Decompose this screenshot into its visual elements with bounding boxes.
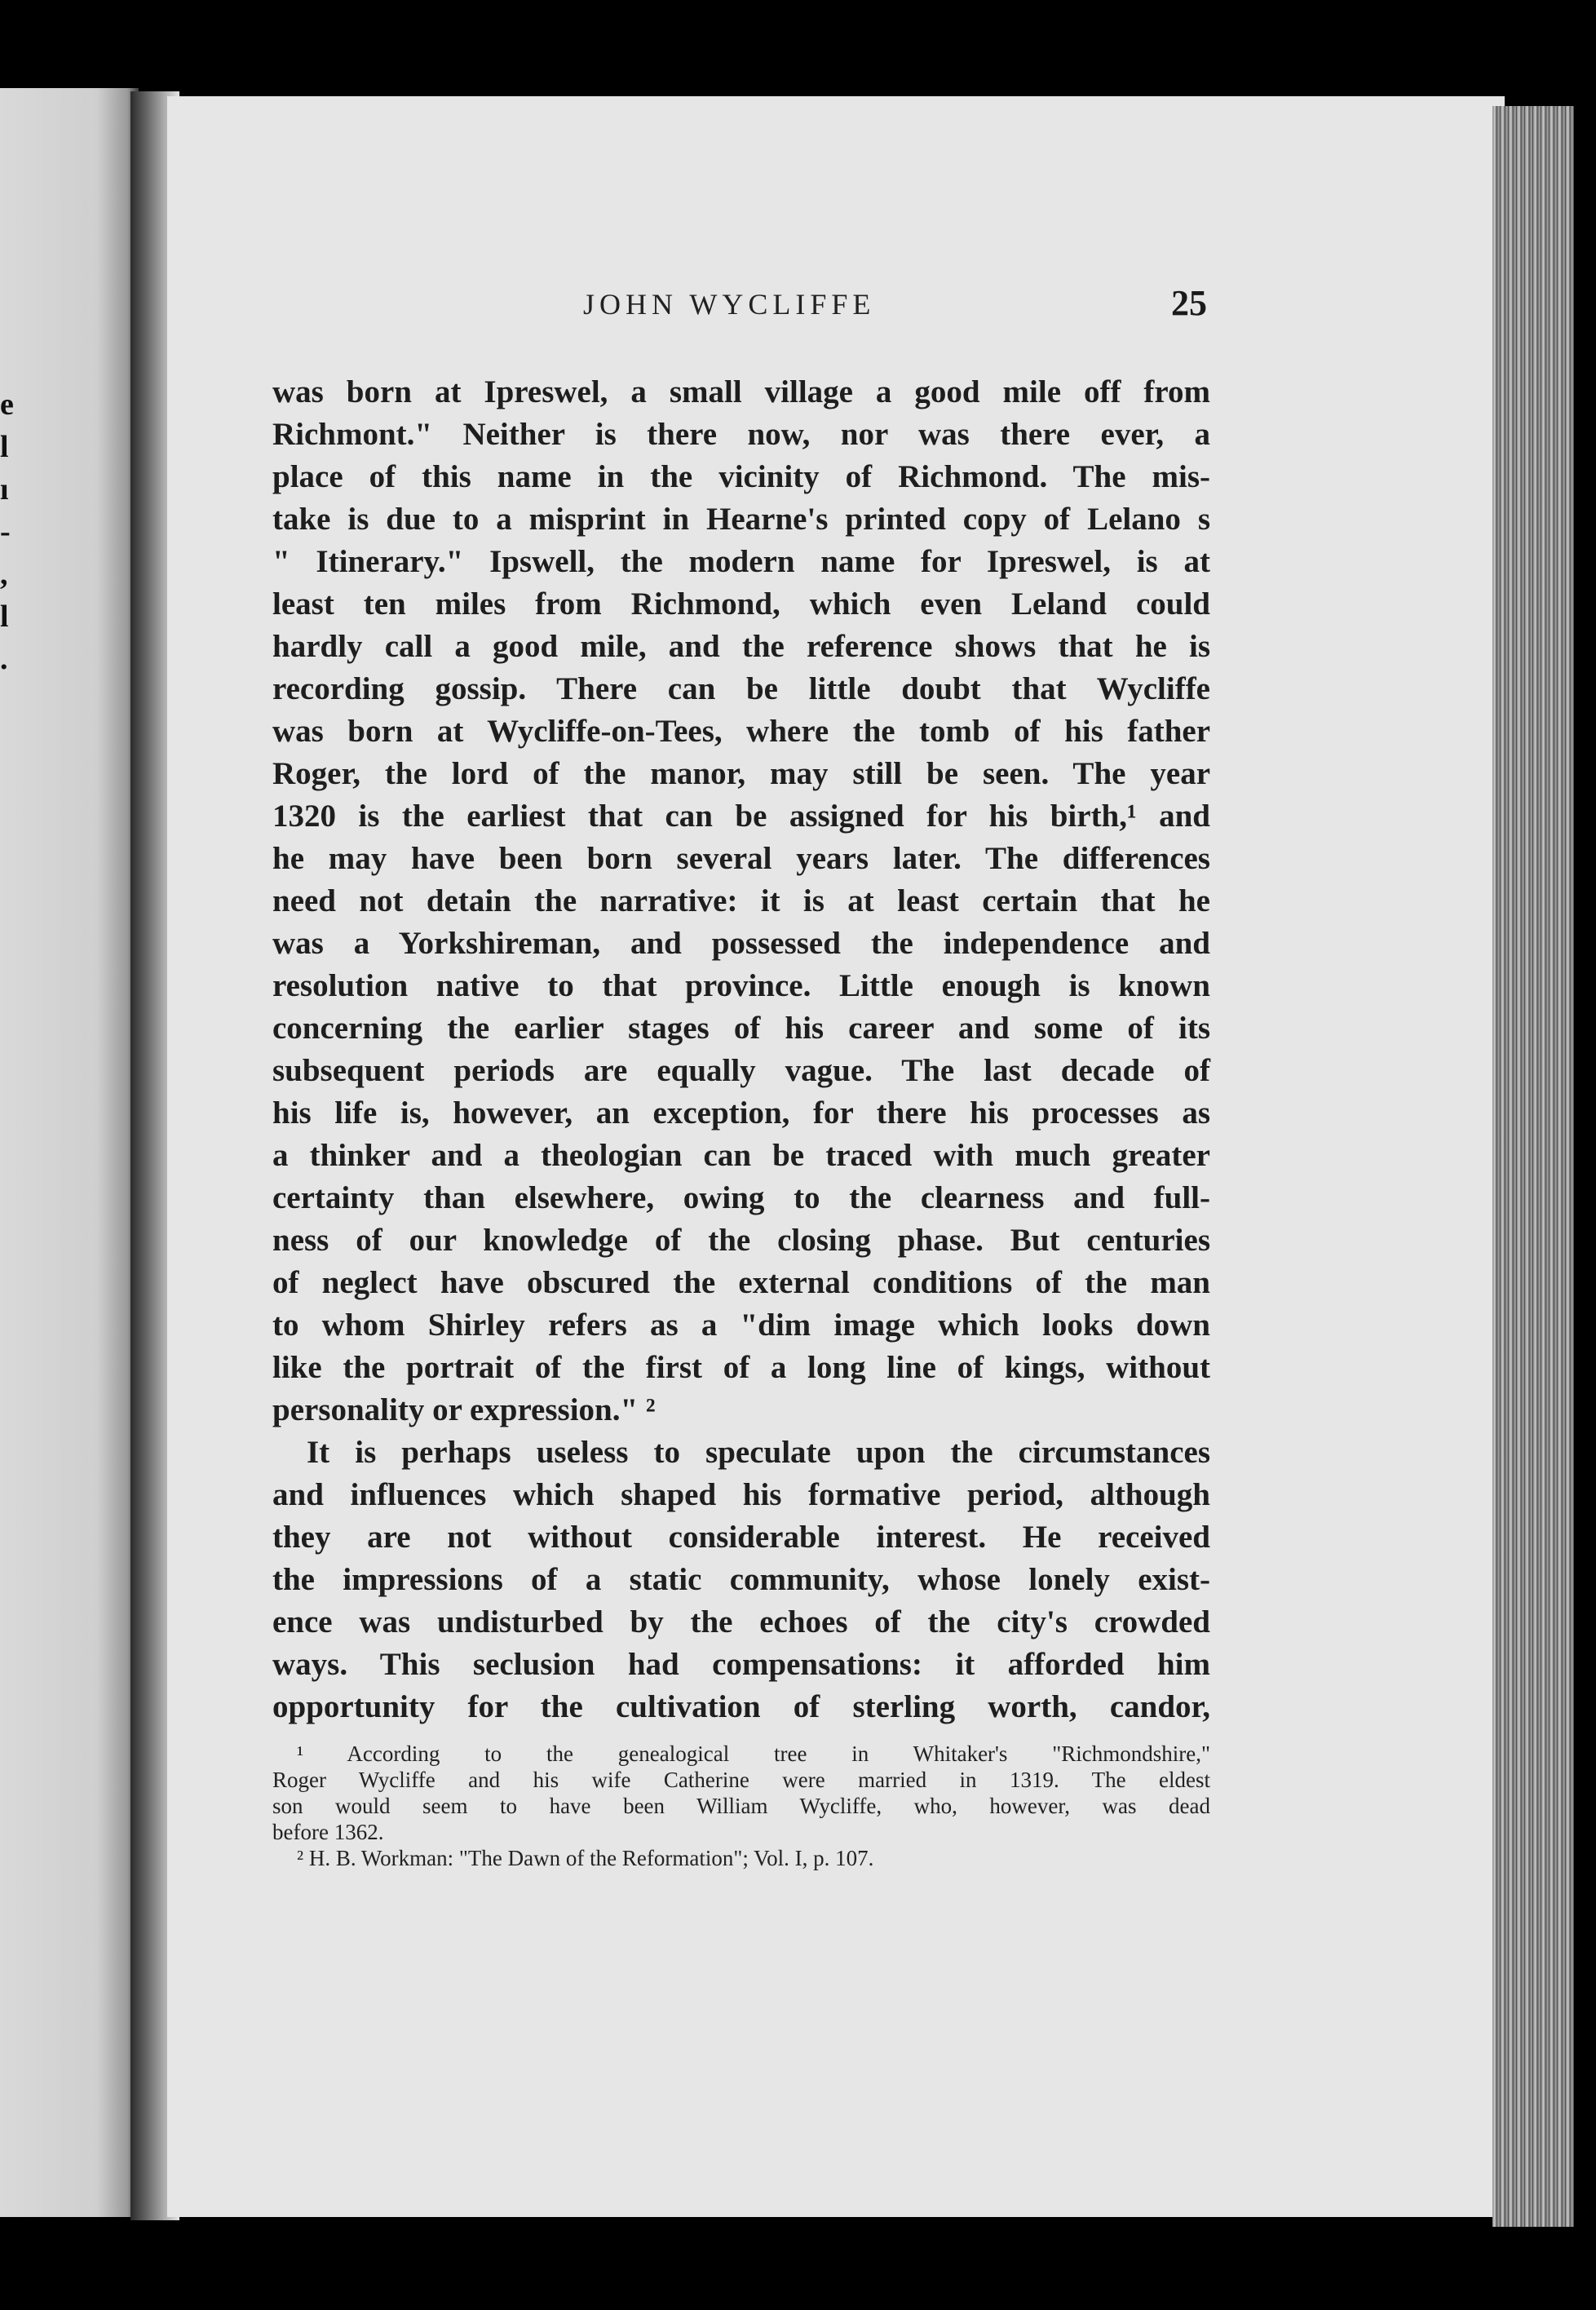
left-facing-page: [0, 88, 139, 2217]
text-line: ways. This seclusion had compensations: it afforded him: [272, 1647, 1210, 1682]
text-line: resolution native to that province. Little enough is known: [272, 968, 1210, 1003]
text-line: certainty than elsewhere, owing to the clearness and full-: [272, 1180, 1210, 1215]
footnote-line: Roger Wycliffe and his wife Catherine were married in 1319. The eldest: [272, 1768, 1210, 1792]
text-line: concerning the earlier stages of his career and some of its: [272, 1011, 1210, 1046]
edge-letter: ,: [0, 557, 8, 591]
text-line: 1320 is the earliest that can be assigned for his birth,¹ and: [272, 799, 1210, 834]
text-line: need not detain the narrative: it is at least certain that he: [272, 883, 1210, 918]
left-page-edge-letters: [0, 383, 20, 680]
footnotes: [272, 1741, 1210, 1871]
text-line: was a Yorkshireman, and possessed the independence and: [272, 926, 1210, 961]
body-text: [272, 371, 1210, 1728]
page-edges: [1492, 106, 1574, 2227]
text-line: he may have been born several years later. The differences: [272, 841, 1210, 876]
footnote-line: before 1362.: [272, 1820, 384, 1844]
text-line: was born at Wycliffe-on-Tees, where the tomb of his father: [272, 714, 1210, 749]
text-line: It is perhaps useless to speculate upon the circumstances: [307, 1435, 1210, 1470]
text-line: least ten miles from Richmond, which even Leland could: [272, 586, 1210, 622]
text-line: Roger, the lord of the manor, may still be seen. The year: [272, 756, 1210, 791]
text-line: and influences which shaped his formative period, although: [272, 1477, 1210, 1512]
edge-letter: ı: [0, 472, 9, 507]
text-line: Richmont." Neither is there now, nor was there ever, a: [272, 417, 1210, 452]
text-line: place of this name in the vicinity of Richmond. The mis-: [272, 459, 1210, 494]
text-line: the impressions of a static community, whose lonely exist-: [272, 1562, 1210, 1597]
text-line: ence was undisturbed by the echoes of the city's crowded: [272, 1604, 1210, 1640]
text-line: a thinker and a theologian can be traced with much greater: [272, 1138, 1210, 1173]
edge-letter: l: [0, 430, 9, 464]
footnote-line: ² H. B. Workman: "The Dawn of the Reformation"; Vol. I, p. 107.: [297, 1846, 874, 1870]
edge-letter: e: [0, 387, 14, 422]
edge-letter: l: [0, 600, 9, 634]
footnote-line: son would seem to have been William Wycliffe, who, however, was dead: [272, 1794, 1210, 1818]
text-line: take is due to a misprint in Hearne's printed copy of Lelano s: [272, 502, 1210, 537]
text-line: ness of our knowledge of the closing phase. But centuries: [272, 1223, 1210, 1258]
text-line: like the portrait of the first of a long line of kings, without: [272, 1350, 1210, 1385]
footnote-line: ¹ According to the genealogical tree in Whitaker's "Richmondshire,": [297, 1741, 1210, 1766]
text-line: hardly call a good mile, and the reference shows that he is: [272, 629, 1210, 664]
text-line: of neglect have obscured the external conditions of the man: [272, 1265, 1210, 1300]
page-number: 25: [1171, 283, 1207, 323]
text-line: opportunity for the cultivation of sterling worth, candor,: [272, 1689, 1210, 1724]
edge-letter: -: [0, 515, 11, 549]
text-line: his life is, however, an exception, for there his processes as: [272, 1095, 1210, 1131]
text-line: subsequent periods are equally vague. The last decade of: [272, 1053, 1210, 1088]
text-line: to whom Shirley refers as a "dim image which looks down: [272, 1308, 1210, 1343]
edge-letter: .: [0, 642, 8, 676]
text-line: they are not without considerable interest. He received: [272, 1520, 1210, 1555]
running-head: JOHN WYCLIFFE: [583, 288, 876, 321]
text-line: " Itinerary." Ipswell, the modern name for Ipreswel, is at: [272, 544, 1210, 579]
text-line: personality or expression." ²: [272, 1392, 656, 1427]
text-line: was born at Ipreswel, a small village a good mile off from: [272, 374, 1210, 409]
text-line: recording gossip. There can be little doubt that Wycliffe: [272, 671, 1210, 706]
